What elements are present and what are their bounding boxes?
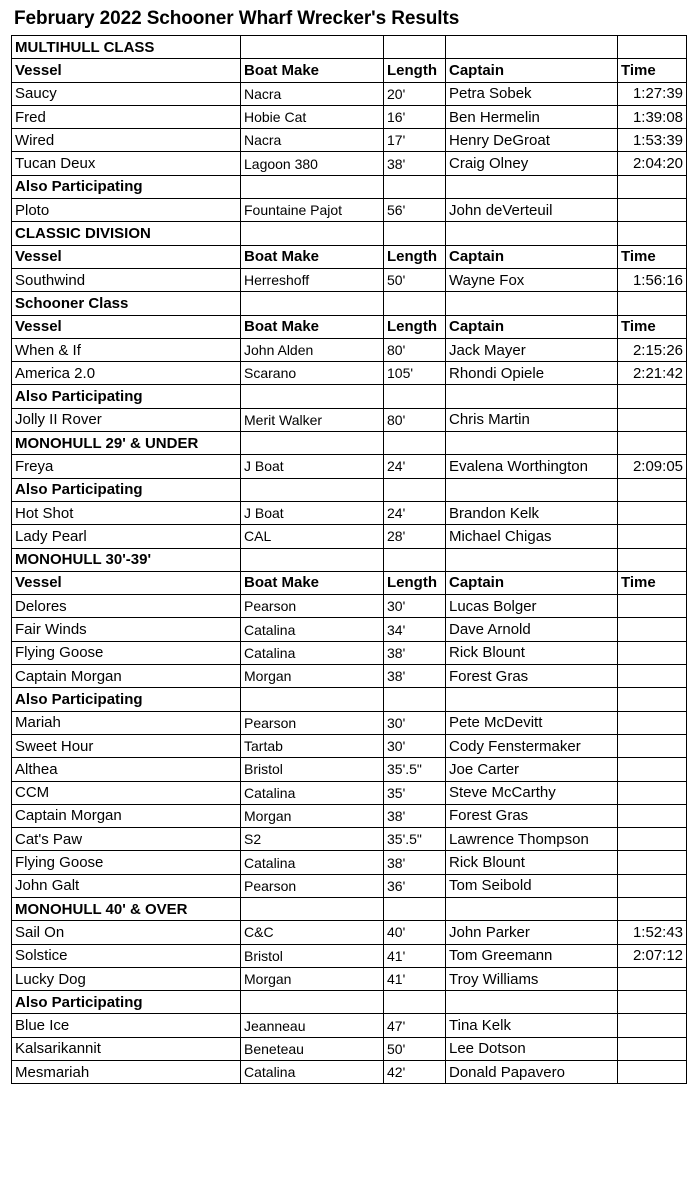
cell-length: 16' [384,105,446,128]
column-header-time: Time [618,571,687,594]
cell-captain: Lawrence Thompson [446,828,618,851]
table-row [12,152,687,175]
cell-length: 30' [384,595,446,618]
table-row [12,268,687,291]
cell-length: 50' [384,1037,446,1060]
table-row [12,828,687,851]
cell-captain: Forest Gras [446,804,618,827]
table-row [12,525,687,548]
table-row [12,408,687,431]
cell-length: 28' [384,525,446,548]
cell-make: Catalina [241,851,384,874]
cell-captain: Joe Carter [446,758,618,781]
cell-time: 1:53:39 [618,129,687,152]
empty-cell [384,292,446,315]
table-row [12,1037,687,1060]
cell-make: Merit Walker [241,408,384,431]
cell-time: 2:07:12 [618,944,687,967]
cell-length: 40' [384,921,446,944]
cell-time [618,828,687,851]
section-label: MONOHULL 40' & OVER [12,897,241,920]
column-header-row [12,245,687,268]
empty-cell [618,292,687,315]
cell-time: 1:39:08 [618,105,687,128]
column-header-length: Length [384,571,446,594]
empty-cell [446,478,618,501]
empty-cell [446,548,618,571]
column-header-row [12,315,687,338]
empty-cell [384,991,446,1014]
empty-cell [618,991,687,1014]
empty-cell [618,897,687,920]
cell-make: C&C [241,921,384,944]
column-header-length: Length [384,245,446,268]
cell-time [618,525,687,548]
cell-make: Pearson [241,711,384,734]
cell-time [618,618,687,641]
empty-cell [384,432,446,455]
cell-vessel: Lucky Dog [12,967,241,990]
empty-cell [384,688,446,711]
empty-cell [446,688,618,711]
section-label: MONOHULL 29' & UNDER [12,432,241,455]
empty-cell [618,548,687,571]
cell-length: 24' [384,501,446,524]
cell-captain: Michael Chigas [446,525,618,548]
cell-make: Nacra [241,129,384,152]
cell-vessel: Wired [12,129,241,152]
table-row [12,338,687,361]
cell-length: 38' [384,152,446,175]
cell-vessel: Jolly II Rover [12,408,241,431]
column-header-row [12,571,687,594]
table-row [12,874,687,897]
cell-captain: Ben Hermelin [446,105,618,128]
cell-vessel: Flying Goose [12,851,241,874]
cell-vessel: John Galt [12,874,241,897]
cell-captain: Lucas Bolger [446,595,618,618]
empty-cell [618,385,687,408]
cell-time [618,665,687,688]
page-title: February 2022 Schooner Wharf Wrecker's Results [14,8,460,29]
cell-vessel: Tucan Deux [12,152,241,175]
cell-captain: Forest Gras [446,665,618,688]
cell-captain: Brandon Kelk [446,501,618,524]
cell-make: Tartab [241,734,384,757]
table-row [12,804,687,827]
cell-vessel: Fred [12,105,241,128]
cell-captain: Rhondi Opiele [446,362,618,385]
cell-captain: Rick Blount [446,851,618,874]
cell-time: 1:52:43 [618,921,687,944]
column-header-length: Length [384,59,446,82]
cell-vessel: Captain Morgan [12,665,241,688]
cell-captain: Pete McDevitt [446,711,618,734]
cell-time: 1:27:39 [618,82,687,105]
cell-length: 35'.5" [384,758,446,781]
table-row [12,82,687,105]
section-heading-row [12,175,687,198]
column-header-vessel: Vessel [12,315,241,338]
cell-length: 30' [384,711,446,734]
cell-vessel: Sweet Hour [12,734,241,757]
cell-vessel: Sail On [12,921,241,944]
section-heading-row [12,688,687,711]
cell-time [618,199,687,222]
section-heading-row [12,478,687,501]
column-header-vessel: Vessel [12,59,241,82]
cell-make: Herreshoff [241,268,384,291]
cell-vessel: Ploto [12,199,241,222]
cell-captain: Evalena Worthington [446,455,618,478]
cell-make: Pearson [241,595,384,618]
cell-captain: Henry DeGroat [446,129,618,152]
table-row [12,781,687,804]
cell-length: 47' [384,1014,446,1037]
column-header-time: Time [618,59,687,82]
cell-make: Beneteau [241,1037,384,1060]
empty-cell [241,385,384,408]
empty-cell [384,478,446,501]
cell-captain: Dave Arnold [446,618,618,641]
table-row [12,967,687,990]
cell-length: 41' [384,967,446,990]
column-header-make: Boat Make [241,315,384,338]
cell-length: 56' [384,199,446,222]
results-table-body [12,36,687,1084]
cell-captain: Cody Fenstermaker [446,734,618,757]
cell-length: 20' [384,82,446,105]
cell-make: Nacra [241,82,384,105]
cell-captain: Jack Mayer [446,338,618,361]
empty-cell [618,478,687,501]
empty-cell [384,385,446,408]
cell-captain: Wayne Fox [446,268,618,291]
cell-length: 38' [384,665,446,688]
cell-make: Catalina [241,641,384,664]
table-row [12,851,687,874]
empty-cell [446,222,618,245]
cell-length: 17' [384,129,446,152]
cell-vessel: Saucy [12,82,241,105]
column-header-row [12,59,687,82]
cell-captain: Lee Dotson [446,1037,618,1060]
empty-cell [446,432,618,455]
empty-cell [241,175,384,198]
table-row [12,362,687,385]
table-row [12,105,687,128]
empty-cell [384,36,446,59]
cell-length: 50' [384,268,446,291]
empty-cell [446,292,618,315]
empty-cell [618,36,687,59]
cell-make: Lagoon 380 [241,152,384,175]
column-header-captain: Captain [446,315,618,338]
cell-make: S2 [241,828,384,851]
cell-captain: Rick Blount [446,641,618,664]
cell-time [618,1037,687,1060]
cell-vessel: Hot Shot [12,501,241,524]
cell-make: Catalina [241,1061,384,1084]
cell-vessel: Mariah [12,711,241,734]
cell-vessel: Delores [12,595,241,618]
cell-captain: Tom Seibold [446,874,618,897]
table-row [12,641,687,664]
cell-make: Morgan [241,665,384,688]
cell-length: 30' [384,734,446,757]
cell-vessel: Captain Morgan [12,804,241,827]
empty-cell [241,991,384,1014]
empty-cell [446,385,618,408]
cell-time: 2:15:26 [618,338,687,361]
cell-time [618,641,687,664]
cell-make: Bristol [241,944,384,967]
section-label: Schooner Class [12,292,241,315]
column-header-make: Boat Make [241,59,384,82]
cell-time: 2:09:05 [618,455,687,478]
cell-captain: John deVerteuil [446,199,618,222]
section-heading-row [12,991,687,1014]
cell-length: 80' [384,408,446,431]
cell-captain: Chris Martin [446,408,618,431]
empty-cell [618,688,687,711]
section-heading-row [12,897,687,920]
cell-time [618,501,687,524]
empty-cell [384,175,446,198]
empty-cell [446,991,618,1014]
section-heading-row [12,36,687,59]
empty-cell [241,36,384,59]
cell-time [618,781,687,804]
section-heading-row [12,548,687,571]
column-header-captain: Captain [446,571,618,594]
cell-captain: Tina Kelk [446,1014,618,1037]
cell-vessel: Cat's Paw [12,828,241,851]
cell-length: 38' [384,851,446,874]
cell-make: Fountaine Pajot [241,199,384,222]
section-label: Also Participating [12,991,241,1014]
cell-time [618,408,687,431]
empty-cell [241,478,384,501]
cell-vessel: Solstice [12,944,241,967]
cell-make: Catalina [241,781,384,804]
table-row [12,734,687,757]
empty-cell [384,897,446,920]
empty-cell [241,548,384,571]
table-row [12,1061,687,1084]
cell-captain: Petra Sobek [446,82,618,105]
table-row [12,711,687,734]
empty-cell [446,175,618,198]
cell-vessel: CCM [12,781,241,804]
empty-cell [446,897,618,920]
cell-make: Jeanneau [241,1014,384,1037]
cell-make: Catalina [241,618,384,641]
empty-cell [446,36,618,59]
table-row [12,129,687,152]
cell-time [618,1014,687,1037]
cell-time [618,851,687,874]
cell-time [618,1061,687,1084]
empty-cell [618,432,687,455]
column-header-make: Boat Make [241,245,384,268]
cell-time: 1:56:16 [618,268,687,291]
table-row [12,501,687,524]
table-row [12,618,687,641]
table-row [12,944,687,967]
table-row [12,199,687,222]
section-label: Also Participating [12,175,241,198]
cell-vessel: Lady Pearl [12,525,241,548]
cell-make: J Boat [241,455,384,478]
cell-vessel: When & If [12,338,241,361]
cell-vessel: Freya [12,455,241,478]
cell-length: 41' [384,944,446,967]
column-header-captain: Captain [446,245,618,268]
cell-captain: Tom Greemann [446,944,618,967]
results-table [11,35,687,1084]
section-label: Also Participating [12,385,241,408]
column-header-captain: Captain [446,59,618,82]
empty-cell [241,292,384,315]
cell-time [618,967,687,990]
section-label: Also Participating [12,688,241,711]
table-row [12,455,687,478]
cell-make: J Boat [241,501,384,524]
cell-make: Pearson [241,874,384,897]
section-heading-row [12,222,687,245]
table-row [12,595,687,618]
cell-vessel: America 2.0 [12,362,241,385]
cell-captain: Troy Williams [446,967,618,990]
cell-time [618,758,687,781]
cell-vessel: Fair Winds [12,618,241,641]
cell-vessel: Mesmariah [12,1061,241,1084]
section-label: CLASSIC DIVISION [12,222,241,245]
cell-length: 35' [384,781,446,804]
cell-time [618,595,687,618]
cell-make: Scarano [241,362,384,385]
table-row [12,758,687,781]
section-heading-row [12,385,687,408]
empty-cell [241,432,384,455]
empty-cell [618,222,687,245]
cell-length: 80' [384,338,446,361]
empty-cell [384,548,446,571]
section-label: MULTIHULL CLASS [12,36,241,59]
cell-time: 2:21:42 [618,362,687,385]
cell-time [618,874,687,897]
cell-vessel: Flying Goose [12,641,241,664]
cell-length: 38' [384,804,446,827]
cell-time [618,711,687,734]
column-header-vessel: Vessel [12,571,241,594]
cell-length: 34' [384,618,446,641]
cell-captain: Steve McCarthy [446,781,618,804]
cell-vessel: Southwind [12,268,241,291]
cell-time: 2:04:20 [618,152,687,175]
section-heading-row [12,292,687,315]
empty-cell [241,688,384,711]
cell-time [618,734,687,757]
column-header-vessel: Vessel [12,245,241,268]
column-header-length: Length [384,315,446,338]
cell-make: CAL [241,525,384,548]
section-heading-row [12,432,687,455]
table-row [12,665,687,688]
cell-length: 36' [384,874,446,897]
column-header-time: Time [618,245,687,268]
cell-time [618,804,687,827]
table-row [12,1014,687,1037]
section-label: MONOHULL 30'-39' [12,548,241,571]
cell-length: 105' [384,362,446,385]
cell-vessel: Althea [12,758,241,781]
cell-length: 42' [384,1061,446,1084]
cell-captain: John Parker [446,921,618,944]
cell-length: 38' [384,641,446,664]
empty-cell [618,175,687,198]
column-header-make: Boat Make [241,571,384,594]
cell-captain: Craig Olney [446,152,618,175]
cell-make: Bristol [241,758,384,781]
column-header-time: Time [618,315,687,338]
cell-make: Morgan [241,967,384,990]
empty-cell [241,897,384,920]
cell-vessel: Blue Ice [12,1014,241,1037]
cell-make: Morgan [241,804,384,827]
table-row [12,921,687,944]
cell-vessel: Kalsarikannit [12,1037,241,1060]
section-label: Also Participating [12,478,241,501]
cell-make: Hobie Cat [241,105,384,128]
empty-cell [241,222,384,245]
cell-captain: Donald Papavero [446,1061,618,1084]
empty-cell [384,222,446,245]
cell-length: 35'.5" [384,828,446,851]
cell-make: John Alden [241,338,384,361]
cell-length: 24' [384,455,446,478]
